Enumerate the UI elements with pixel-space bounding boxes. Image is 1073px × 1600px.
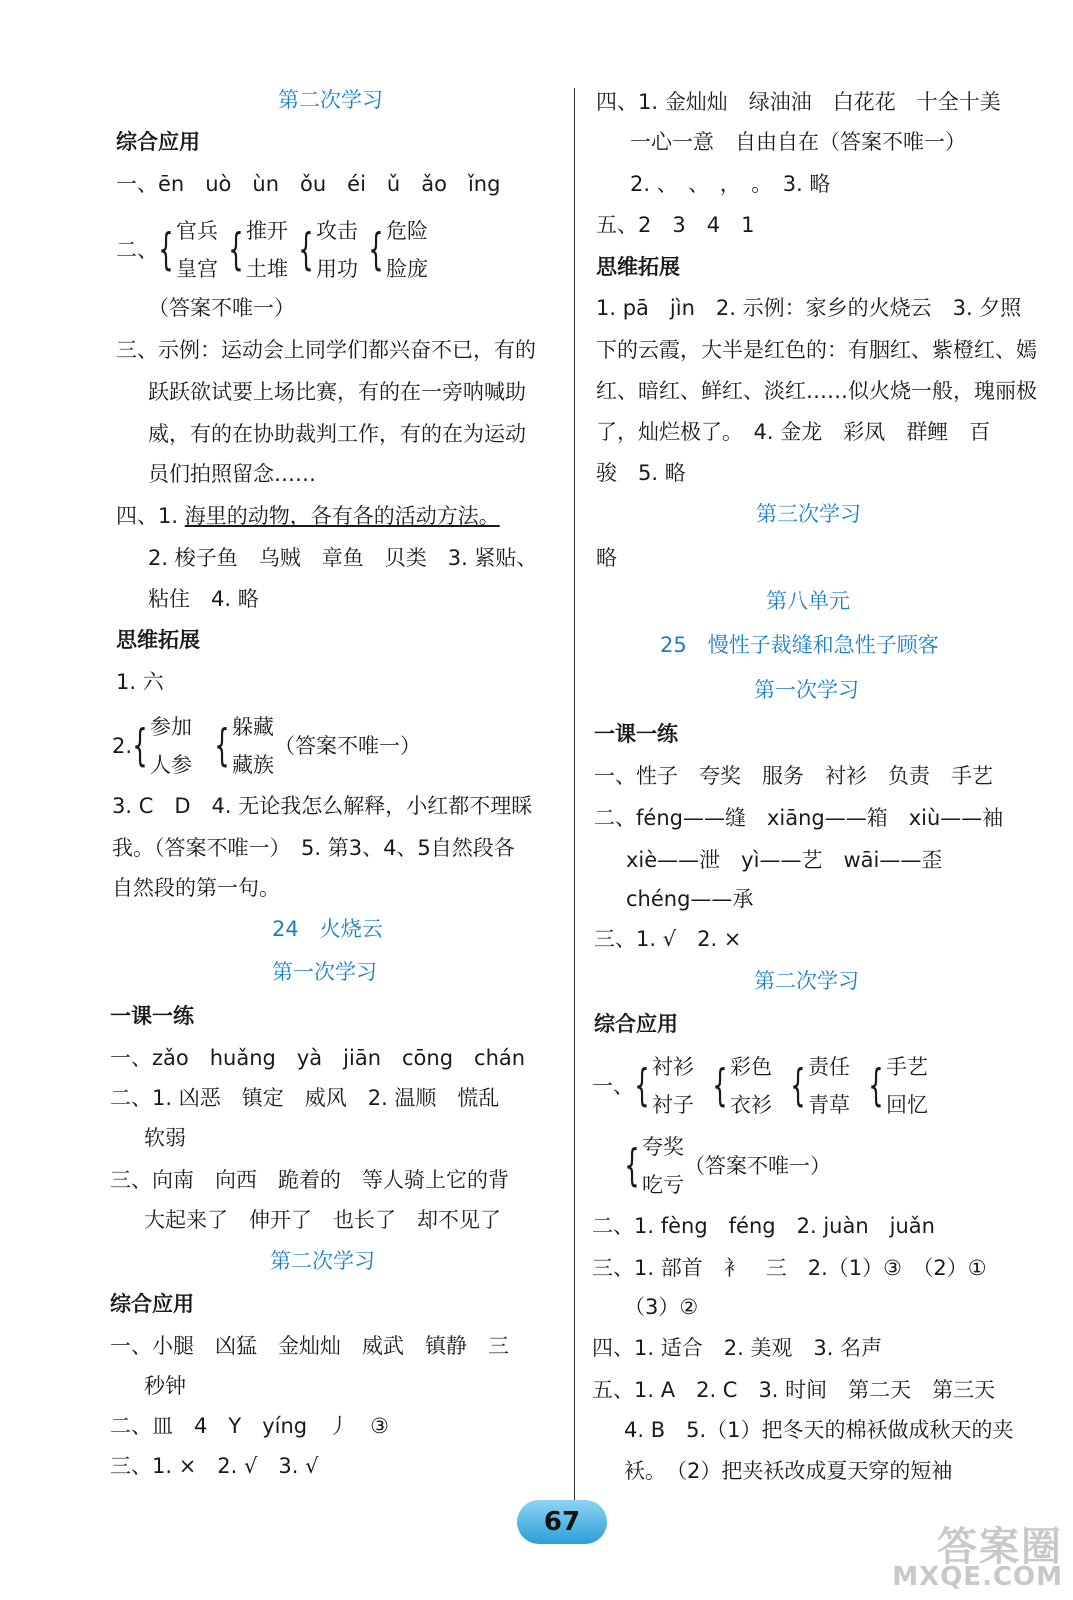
word: 彩色 <box>730 1055 772 1079</box>
answer-line: 了，灿烂极了。 4. 金龙 彩凤 群鲤 百 <box>596 420 991 444</box>
answer-line: 粘住 4. 略 <box>148 587 259 611</box>
word: 人参 <box>150 753 193 777</box>
brace-icon: { <box>132 720 148 771</box>
answer-line: 三、1. 部首 衤 三 2.（1）③ （2）① <box>592 1256 987 1280</box>
word: 攻击 <box>316 219 358 243</box>
brace-answer-row <box>112 706 421 786</box>
answer-line: 我。（答案不唯一） 5. 第3、4、5自然段各 <box>112 836 515 860</box>
answer-line: 四、1. 金灿灿 绿油油 白花花 十全十美 <box>596 90 1001 114</box>
section-heading: 第二次学习 <box>278 88 383 112</box>
watermark-url: MXQE.COM <box>892 1562 1063 1592</box>
subsection-heading: 一课一练 <box>110 1004 194 1028</box>
watermark <box>892 1524 1063 1592</box>
answer-line: 五、2 3 4 1 <box>596 213 755 237</box>
subsection-heading: 思维拓展 <box>596 255 680 279</box>
subsection-heading: 综合应用 <box>110 1292 194 1316</box>
brace-icon: { <box>624 1140 640 1191</box>
underlined-answer: 海里的动物，各有各的活动方法。 <box>184 504 500 528</box>
answer-line: 三、示例：运动会上同学们都兴奋不已，有的 <box>116 338 536 362</box>
answer-line: （3）② <box>624 1295 699 1319</box>
answer-line: 略 <box>596 546 617 570</box>
page-number: 67 <box>543 1507 581 1537</box>
subsection-heading: 综合应用 <box>116 130 200 154</box>
answer-line: 2. 、 、 ， 。 3. 略 <box>630 172 831 196</box>
answer-note: （答案不唯一） <box>274 734 422 758</box>
answer-line: 三、1. √ 2. × <box>594 927 742 951</box>
word: 衣衫 <box>730 1093 772 1117</box>
word-group <box>868 1048 928 1124</box>
answer-line: 大起来了 伸开了 也长了 却不见了 <box>144 1208 501 1232</box>
answer-line <box>116 502 500 530</box>
word: 夸奖 <box>642 1135 684 1159</box>
answer-line: 秒钟 <box>144 1374 186 1398</box>
word: 回忆 <box>886 1093 928 1117</box>
brace-answer-row <box>592 1046 938 1126</box>
brace-icon: { <box>158 224 174 275</box>
answer-line: chéng——承 <box>626 887 754 911</box>
answer-line: 二、1. 凶恶 镇定 威风 2. 温顺 慌乱 <box>110 1086 500 1110</box>
answer-line: 袄。 （2）把夹袄改成夏天穿的短袖 <box>624 1459 953 1483</box>
word: 参加 <box>150 715 193 739</box>
word: 责任 <box>808 1055 850 1079</box>
answer-line: 3. C D 4. 无论我怎么解释，小红都不理睬 <box>112 794 533 818</box>
answer-line: 一、zǎo huǎng yà jiān cōng chán <box>110 1046 526 1070</box>
brace-icon: { <box>368 224 384 275</box>
word: 推开 <box>246 219 288 243</box>
brace-icon: { <box>634 1060 650 1111</box>
word-group <box>790 1048 850 1124</box>
question-number: 2. <box>112 734 133 758</box>
subsection-heading: 思维拓展 <box>116 628 200 652</box>
word: 脸庞 <box>386 257 428 281</box>
watermark-logo-text: 答案圈 <box>937 1524 1063 1570</box>
answer-note: （答案不唯一） <box>684 1154 831 1178</box>
word: 衬子 <box>652 1093 694 1117</box>
answer-line: 跃跃欲试要上场比赛，有的在一旁呐喊助 <box>148 380 526 404</box>
word: 青草 <box>808 1093 850 1117</box>
brace-icon: { <box>712 1060 728 1111</box>
word: 手艺 <box>886 1055 928 1079</box>
answer-line: 一、ēn uò ùn ǒu éi ǔ ǎo ǐng <box>116 172 501 196</box>
brace-icon: { <box>790 1060 806 1111</box>
answer-line: 员们拍照留念…… <box>148 462 316 486</box>
answer-line: （答案不唯一） <box>148 296 295 320</box>
answer-line: 二、1. fèng féng 2. juàn juǎn <box>592 1214 935 1238</box>
brace-icon: { <box>214 720 230 771</box>
brace-icon: { <box>868 1060 884 1111</box>
word: 用功 <box>316 257 358 281</box>
section-heading: 第二次学习 <box>270 1249 375 1273</box>
answer-line: 4. B 5.（1）把冬天的棉袄做成秋天的夹 <box>624 1418 1014 1442</box>
word-group <box>158 212 218 288</box>
answer-line: 1. pā jìn 2. 示例：家乡的火烧云 3. 夕照 <box>596 296 1022 320</box>
word-group <box>712 1048 772 1124</box>
page-number-badge <box>517 1500 607 1544</box>
answer-line: 红、暗红、鲜红、淡红……似火烧一般，瑰丽极 <box>596 379 1037 403</box>
answer-line: xiè——泄 yì——艺 wāi——歪 <box>626 848 943 872</box>
answer-line: 威，有的在协助裁判工作，有的在为运动 <box>148 422 526 446</box>
word: 官兵 <box>176 219 218 243</box>
section-heading: 第一次学习 <box>754 678 859 702</box>
question-number: 四、1. <box>116 504 185 528</box>
answer-line: 一、性子 夸奖 服务 衬衫 负责 手艺 <box>594 764 993 788</box>
answer-line: 五、1. A 2. C 3. 时间 第二天 第三天 <box>592 1378 996 1402</box>
answer-line: 三、向南 向西 跪着的 等人骑上它的背 <box>110 1168 509 1192</box>
word: 危险 <box>386 219 428 243</box>
section-heading: 第三次学习 <box>756 502 861 526</box>
word: 吃亏 <box>642 1173 684 1197</box>
brace-icon: { <box>228 224 244 275</box>
unit-heading: 第八单元 <box>766 589 850 613</box>
subsection-heading: 综合应用 <box>594 1012 678 1036</box>
word: 衬衫 <box>652 1055 694 1079</box>
answer-line: 二、皿 4 Y yíng 丿 ③ <box>110 1414 389 1438</box>
answer-line: 一心一意 自由自在（答案不唯一） <box>630 130 966 154</box>
answer-line: 2. 梭子鱼 乌贼 章鱼 贝类 3. 紧贴、 <box>148 546 538 570</box>
brace-icon: { <box>298 224 314 275</box>
answer-line: 下的云霞，大半是红色的：有胭红、紫橙红、嫣 <box>596 338 1037 362</box>
word: 土堆 <box>246 257 288 281</box>
section-heading: 第一次学习 <box>272 960 377 984</box>
answer-line: 三、1. × 2. √ 3. √ <box>110 1454 319 1478</box>
answer-line: 软弱 <box>144 1126 186 1150</box>
answer-line: 一、小腿 凶猛 金灿灿 威武 镇静 三 <box>110 1334 509 1358</box>
section-heading: 第二次学习 <box>754 969 859 993</box>
word-group <box>624 1128 684 1204</box>
question-number: 二、 <box>116 238 158 262</box>
word-group <box>298 212 358 288</box>
word-group <box>368 212 428 288</box>
word: 皇宫 <box>176 257 218 281</box>
lesson-title: 24 火烧云 <box>272 917 383 941</box>
brace-answer-row <box>116 210 438 290</box>
word: 躲藏 <box>232 715 275 739</box>
word-group <box>132 708 192 784</box>
word-group <box>634 1048 694 1124</box>
answer-line: 四、1. 适合 2. 美观 3. 名声 <box>592 1336 883 1360</box>
answer-line: 骏 5. 略 <box>596 461 686 485</box>
subsection-heading: 一课一练 <box>594 722 678 746</box>
word-group <box>228 212 288 288</box>
lesson-title: 25 慢性子裁缝和急性子顾客 <box>660 633 939 657</box>
brace-answer-row <box>624 1126 831 1206</box>
answer-line: 1. 六 <box>116 670 164 694</box>
word: 藏族 <box>232 753 275 777</box>
column-divider <box>574 88 575 1500</box>
question-number: 一、 <box>592 1074 634 1098</box>
answer-line: 自然段的第一句。 <box>112 876 280 900</box>
answer-line: 二、féng——缝 xiāng——箱 xiù——袖 <box>594 806 1004 830</box>
word-group <box>214 708 274 784</box>
